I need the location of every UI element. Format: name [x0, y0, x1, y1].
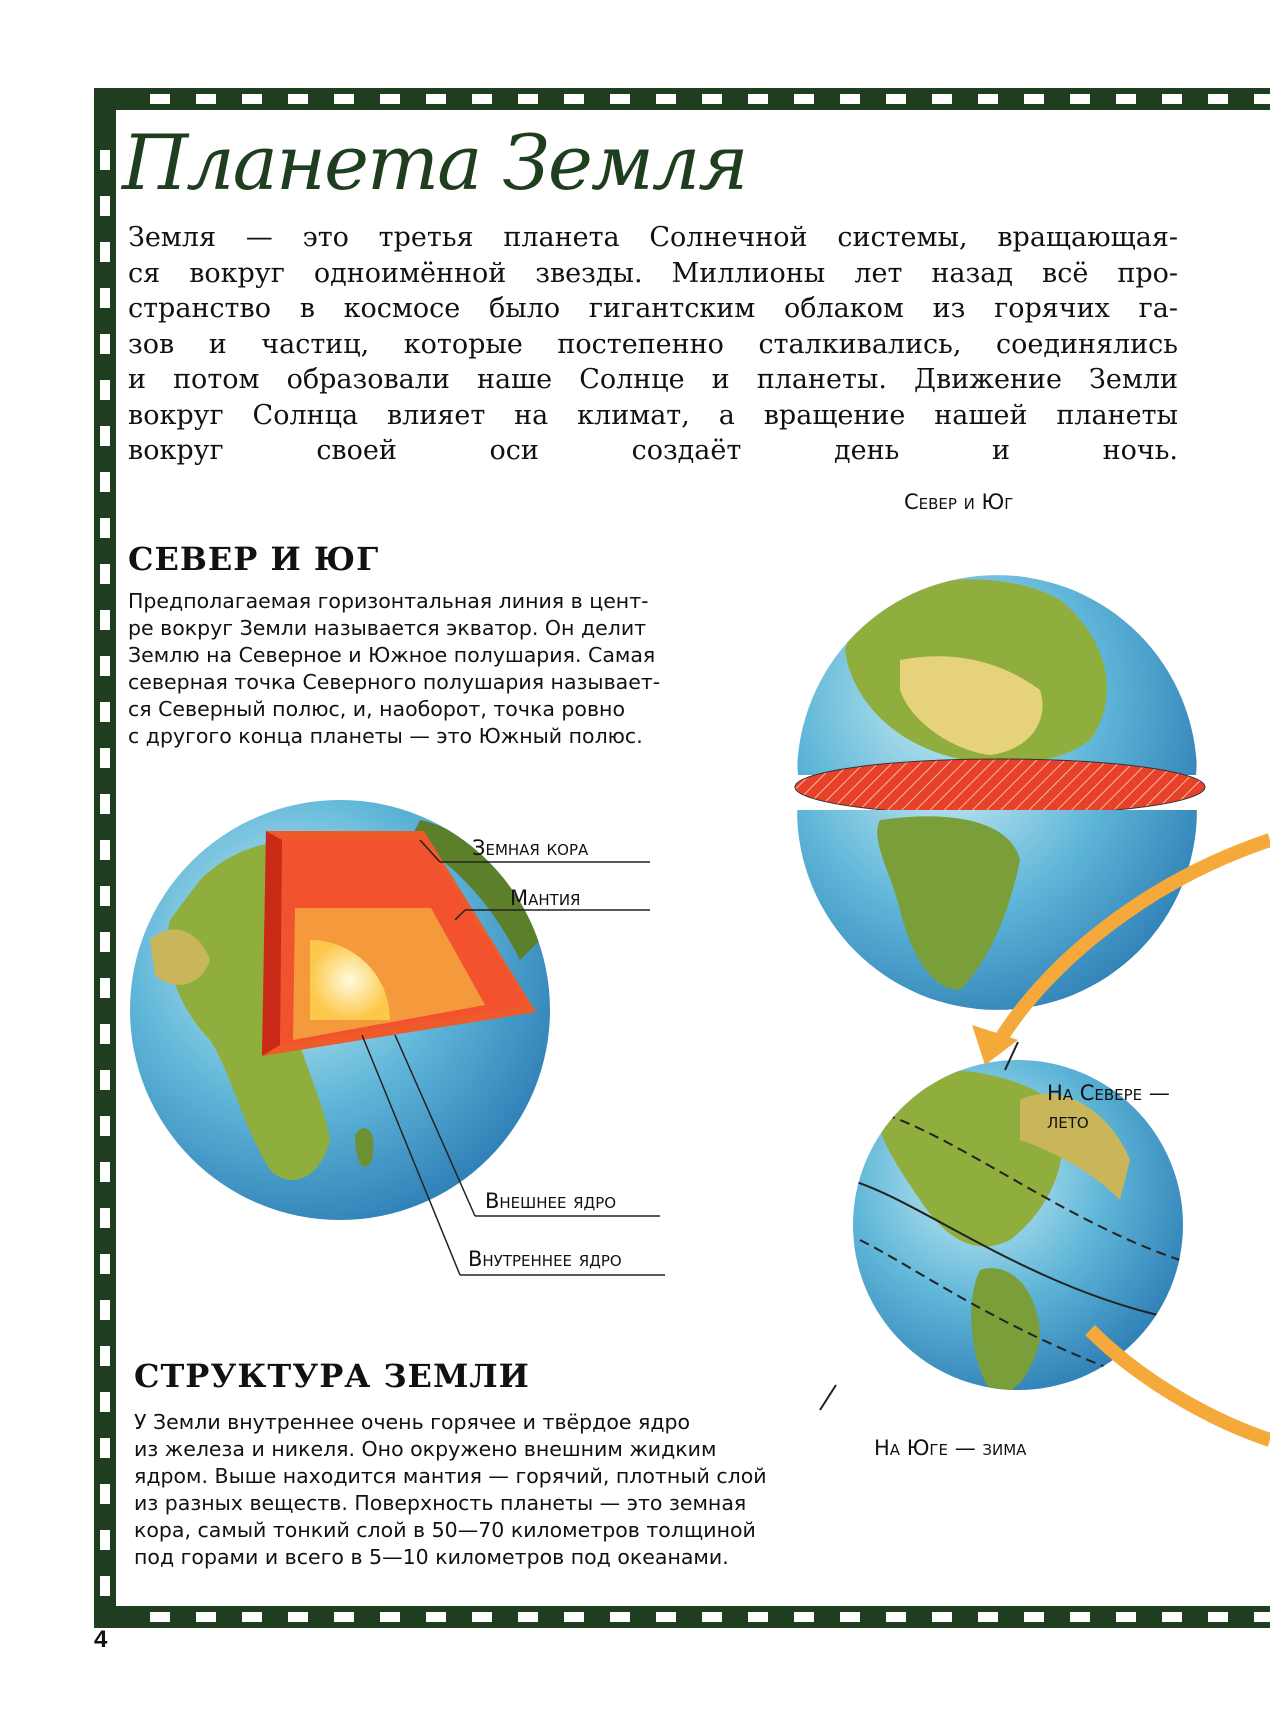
- section-heading-north-south: СЕВЕР И ЮГ: [128, 540, 380, 578]
- page-title: Планета Земля: [122, 118, 747, 207]
- label-north-summer: На Севере — лето: [1047, 1081, 1170, 1133]
- label-outer-core: Внешнее ядро: [485, 1189, 617, 1213]
- split-globe: [795, 555, 1205, 1020]
- label-crust: Земная кора: [472, 836, 589, 860]
- structure-text: У Земли внутреннее очень горячее и твёрдое ядро из железа и никеля. Оно окружено внешним жидким ядром. Выше находится мантия — горячий, плотный слой из разных веществ. Поверхность планеты — это земная кора, самый тонкий слой в 50—70 километров толщиной под горами и всего в 5—10 километров под океанами.: [134, 1410, 767, 1569]
- label-north-south: Север и Юг: [904, 490, 1014, 514]
- intro-paragraph: Земля — это третья планета Солнечной системы, вращающая- ся вокруг одноимённой звезды. Миллионы лет назад всё про- странство в космосе было гигантским облаком из горячих га- зов и частиц, которые постепенно сталкивались, соединялись и потом образовали наше Солнце и планеты. Движение Земли вокруг Солнца влияет на климат, а вращение нашей планеты вокруг своей оси создаёт день и ночь.: [128, 222, 1178, 466]
- earth-structure-globe: [130, 800, 550, 1220]
- page-number: 4: [94, 1626, 108, 1653]
- north-south-text: Предполагаемая горизонтальная линия в цент- ре вокруг Земли называется экватор. Он делит Землю на Северное и Южное полушария. Самая северная точка Северного полушария называет- ся Северный полюс, и, наоборот, точка ровно с другого конца планеты — это Южный полюс.: [128, 589, 661, 748]
- label-mantle: Мантия: [510, 886, 581, 910]
- section-heading-structure: СТРУКТУРА ЗЕМЛИ: [134, 1357, 530, 1395]
- label-south-winter: На Юге — зима: [874, 1436, 1027, 1460]
- label-inner-core: Внутреннее ядро: [468, 1247, 622, 1271]
